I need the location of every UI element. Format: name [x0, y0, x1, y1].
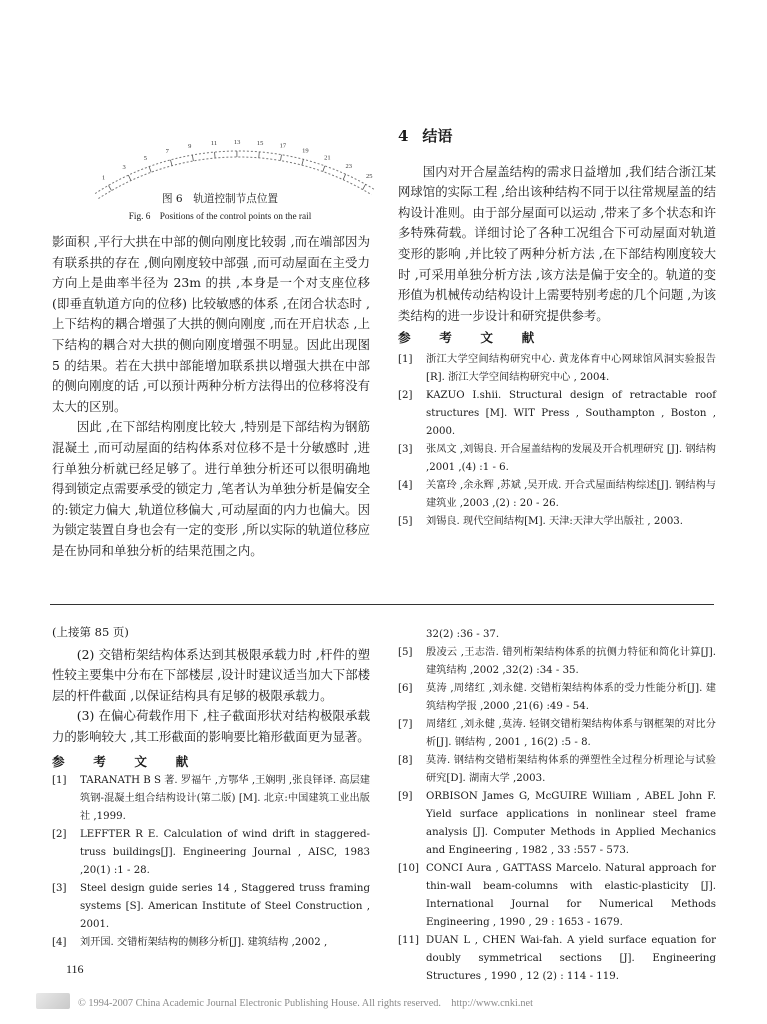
control-point-label: 17 [279, 142, 287, 150]
control-point-marker [323, 166, 325, 172]
control-point-label: 15 [256, 139, 264, 147]
reference-number: [6] [398, 683, 413, 694]
control-point-marker [108, 185, 111, 190]
reference-text: CONCI Aura , GATTASS Marcelo. Natural approach for thin-wall beam-columns with elastic-plasticity [J]. International Journal for Numerical Methods Engineering , 1990 , 29 : 1653 - 1679. [426, 863, 716, 928]
control-point-marker [215, 152, 216, 158]
control-point-label: 9 [188, 143, 192, 151]
reference-number: [1] [398, 353, 413, 365]
reference-number: [2] [52, 829, 67, 841]
control-point-label: 7 [165, 148, 169, 156]
page-number: 116 [66, 962, 84, 976]
control-point-marker [149, 167, 151, 173]
copyright-text: © 1994-2007 China Academic Journal Electronic Publishing House. All rights reserved. http://www.cnki.net [78, 997, 533, 1009]
control-point-label: 23 [345, 162, 352, 170]
reference-text: Steel design guide series 14 , Staggered truss framing systems [S]. American Institute of Steel Construction , 2001. [80, 883, 370, 931]
figure-6-caption-en: Fig. 6 Positions of the control points on the rail [128, 212, 312, 222]
control-point-label: 3 [122, 163, 126, 171]
reference-number: [7] [398, 719, 413, 730]
reference-text: 关富玲 ,余永辉 ,苏斌 ,吴开成. 开合式屋面结构综述[J]. 钢结构与建筑业 ,2003 ,(2) : 20 - 26. [426, 479, 716, 509]
reference-number: [2] [398, 389, 413, 401]
reference-text: ORBISON James G, McGUIRE William , ABEL John F. Yield surface applications in nonlinear steel frame analysis [J]. Computer Methods in Applied Mechanics and Engineering , 1982 , 33 :557 - 573. [426, 791, 716, 856]
reference-number [398, 626, 426, 644]
reference-item [52, 826, 370, 880]
section-divider [50, 604, 714, 605]
paragraph: (2) 交错桁架结构体系达到其极限承载力时 ,杆件的塑性较主要集中分布在下部楼层 ,设计时建议适当加大下部楼层的杆件截面 ,以保证结构具有足够的极限承载力。 [52, 646, 370, 703]
control-point-label: 5 [143, 155, 147, 163]
reference-item [398, 477, 716, 513]
section-title: 结语 [422, 127, 453, 145]
reference-text: 张凤文 ,刘锡良. 开合屋盖结构的发展及开合机理研究 [J]. 钢结构 ,2001 ,(4) :1 - 6. [426, 443, 716, 473]
reference-item [52, 934, 370, 952]
publisher-logo-icon [36, 993, 70, 1009]
reference-text: 刘锡良. 现代空间结构[M]. 天津:天津大学出版社 , 2003. [426, 515, 684, 527]
control-point-marker [281, 155, 282, 161]
reference-text: DUAN L , CHEN Wai-fah. A yield surface equation for doubly symmetrical sections [J]. Engineering Structures , 1990 , 12 (2) : 114 - 119. [426, 935, 716, 982]
reference-text: 32(2) :36 - 37. [426, 629, 500, 640]
reference-item [52, 880, 370, 934]
reference-item [398, 626, 716, 644]
control-point-label: 19 [302, 147, 309, 155]
paragraph: 因此 ,在下部结构刚度比较大 ,特别是下部结构为钢筋混凝土 ,而可动屋面的结构体系对位移不是十分敏感时 ,进行单独分析就已经足够了。进行单独分析还可以很明确地得到锁定点需要承受的锁定力 ,笔者认为单独分析是偏安全的:锁定力偏大 ,轨道位移偏大 ,可动屋面的内力也偏大。因为锁定装置自身也会有一定的变形 ,所以实际的轨道位移应是在协同和单独分析的结果范围之内。 [52, 419, 370, 558]
control-point-marker [343, 174, 345, 179]
control-point-marker [302, 159, 304, 165]
reference-item [398, 387, 716, 441]
reference-number: [4] [398, 479, 413, 491]
control-point-marker [170, 160, 172, 166]
control-point-marker [128, 175, 131, 180]
reference-number: [4] [52, 937, 67, 949]
reference-number: [5] [398, 647, 413, 658]
paragraph: 影面积 ,平行大拱在中部的侧向刚度比较弱 ,而在端部因为有联系拱的存在 ,侧向刚度较中部强 ,而可动屋面在主受力方向上是曲率半径为 23m 的拱 ,本身是一个对支座位移(即垂直轨道方向的位移) 比较敏感的体系 ,在闭合状态时 ,上下结构的耦合增强了大拱的侧向刚度 ,而在开启状态 ,上下结构的耦合对大拱的侧向刚度增强不明显。因此出现图 5 的结果。若在大拱中部能增加联系拱以增强大拱在中部的侧向刚度的话 ,可以预计两种分析方法得出的位移将没有太大的区别。 [52, 234, 370, 414]
control-point-marker [363, 184, 366, 189]
reference-number: [3] [52, 883, 67, 895]
paragraph: (3) 在偏心荷载作用下 ,柱子截面形状对结构极限承载力的影响较大 ,其工形截面的影响要比箱形截面更为显著。 [52, 708, 370, 744]
reference-item [398, 788, 716, 860]
reference-list [398, 351, 716, 531]
reference-number: [9] [398, 791, 413, 802]
reference-number: [8] [398, 755, 413, 766]
reference-text: KAZUO I.shii. Structural design of retractable roof structures [M]. WIT Press , Southampton , Boston , 2000. [426, 389, 716, 437]
control-point-marker [192, 155, 193, 161]
control-point-label: 21 [324, 154, 331, 162]
reference-list [398, 626, 716, 986]
rail-control-points-diagram [78, 112, 373, 192]
reference-list [52, 772, 370, 952]
footer [36, 990, 756, 1012]
figure-6-caption-cn: 图 6 轨道控制节点位置 [161, 193, 279, 205]
reference-item [52, 772, 370, 826]
reference-item [398, 441, 716, 477]
reference-number: [5] [398, 515, 413, 527]
reference-item [398, 351, 716, 387]
reference-number: [10] [398, 863, 419, 874]
reference-item [398, 932, 716, 986]
section-number: 4 [398, 127, 409, 145]
reference-item [398, 752, 716, 788]
left-column-top [52, 232, 370, 562]
continued-note: (上接第 85 页) [52, 625, 129, 639]
control-point-label: 25 [366, 173, 373, 181]
reference-text: 莫涛. 钢结构交错桁架结构体系的弹塑性全过程分析理论与试验研究[D]. 湖南大学 ,2003. [426, 755, 716, 784]
control-point-label: 11 [210, 140, 218, 148]
reference-text: 殷凌云 ,王志浩. 错列桁架结构体系的抗侧力特征和简化计算[J]. 建筑结构 ,2002 ,32(2) :34 - 35. [426, 647, 716, 676]
reference-text: 刘开国. 交错桁架结构的侧移分析[J]. 建筑结构 ,2002 , [80, 937, 328, 949]
reference-number: [1] [52, 775, 67, 787]
figure-6 [78, 112, 373, 192]
section-heading [398, 126, 716, 148]
paragraph: 国内对开合屋盖结构的需求日益增加 ,我们结合浙江某网球馆的实际工程 ,给出该种结构不同于以往常规屋盖的结构设计准则。由于部分屋面可以运动 ,带来了多个状态和许多特殊荷载。详细讨论了各种工况组合下可动屋面对轨道变形的影响 ,并比较了两种分析方法 ,在下部结构刚度较大时 ,可采用单独分析方法 ,该方法是偏于安全的。轨道的变形值为机械传动结构设计上需要特别考虑的几个问题 ,为该类结构的进一步设计和研究提供参考。 [398, 163, 716, 323]
references-heading: 参 考 文 献 [52, 753, 197, 769]
reference-text: TARANATH B S 著. 罗福午 ,方鄂华 ,王娴明 ,张良铎译. 高层建筑钢-混凝土组合结构设计(第二版) [M]. 北京:中国建筑工业出版社 ,1999. [80, 775, 370, 823]
reference-item [398, 513, 716, 531]
reference-item [398, 860, 716, 932]
control-point-label: 13 [233, 139, 241, 147]
left-column-bottom [52, 622, 370, 952]
control-point-label: 1 [102, 174, 106, 182]
reference-text: LEFFTER R E. Calculation of wind drift in staggered-truss buildings[J]. Engineering Journal , AISC, 1983 ,20(1) :1 - 28. [80, 829, 370, 877]
right-column-bottom [398, 626, 716, 986]
references-heading: 参 考 文 献 [398, 330, 543, 346]
reference-item [398, 644, 716, 680]
reference-text: 浙江大学空间结构研究中心. 黄龙体育中心网球馆风洞实验报告[R]. 浙江大学空间结构研究中心 , 2004. [426, 353, 716, 383]
reference-item [398, 680, 716, 716]
right-column-top [398, 126, 716, 531]
reference-number: [3] [398, 443, 413, 455]
reference-item [398, 716, 716, 752]
reference-text: 莫涛 ,周绪红 ,刘永健. 交错桁架结构体系的受力性能分析[J]. 建筑结构学报 ,2000 ,21(6) :49 - 54. [426, 683, 716, 712]
reference-number: [11] [398, 935, 419, 946]
reference-text: 周绪红 ,刘永健 ,莫涛. 轻钢交错桁架结构体系与钢框架的对比分析[J]. 钢结构 , 2001 , 16(2) :5 - 8. [426, 719, 716, 748]
